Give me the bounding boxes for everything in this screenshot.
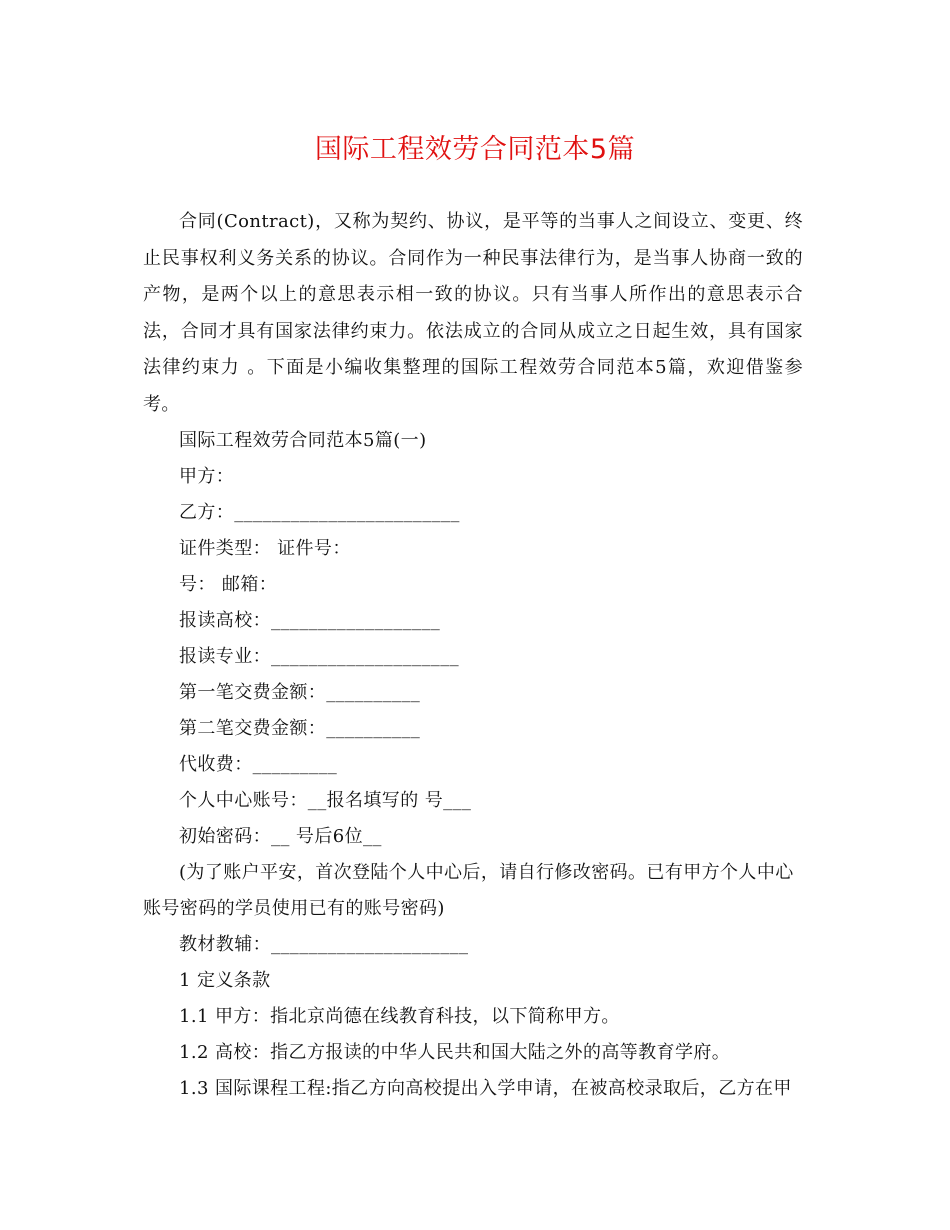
clause-1-heading: 1 定义条款: [179, 970, 271, 991]
id-field: 证件类型： 证件号：: [179, 538, 351, 559]
party-a-field: 甲方：: [179, 466, 235, 487]
phone-email-field: 号： 邮箱：: [179, 574, 278, 595]
account-field: 个人中心账号：__报名填写的 号___: [179, 790, 472, 811]
password-field: 初始密码：__ 号后6位__: [179, 826, 382, 847]
first-fee-field: 第一笔交费金额：__________: [179, 682, 421, 703]
party-b-field: 乙方：________________________: [179, 502, 460, 523]
clause-1-2: 1.2 高校：指乙方报读的中华人民共和国大陆之外的高等教育学府。: [179, 1042, 731, 1063]
school-field: 报读高校：__________________: [179, 610, 441, 631]
clause-1-1: 1.1 甲方：指北京尚德在线教育科技，以下简称甲方。: [179, 1006, 620, 1027]
second-fee-field: 第二笔交费金额：__________: [179, 718, 421, 739]
document-title: 国际工程效劳合同范本5篇: [314, 134, 636, 165]
intro-paragraph: 合同(Contract)，又称为契约、协议，是平等的当事人之间设立、变更、终止民事权利义务关系的协议。合同作为一种民事法律行为，是当事人协商一致的产物，是两个以上的意思表示相一致的协议。只有当事人所作出的意思表示合法，合同才具有国家法律约束力。依法成立的合同从成立之日起生效，具有国家法律约束力 。下面是小编收集整理的国际工程效劳合同范本5篇，欢迎借鉴参考。: [143, 211, 803, 415]
section-heading: 国际工程效劳合同范本5篇(一): [179, 430, 427, 451]
materials-field: 教材教辅：_____________________: [179, 934, 469, 955]
password-note: (为了账户平安，首次登陆个人中心后，请自行修改密码。已有甲方个人中心账号密码的学员使用已有的账号密码): [143, 862, 794, 919]
clause-1-3: 1.3 国际课程工程:指乙方向高校提出入学申请，在被高校录取后，乙方在甲: [179, 1078, 792, 1099]
major-field: 报读专业：____________________: [179, 646, 459, 667]
agency-fee-field: 代收费：_________: [179, 754, 338, 775]
